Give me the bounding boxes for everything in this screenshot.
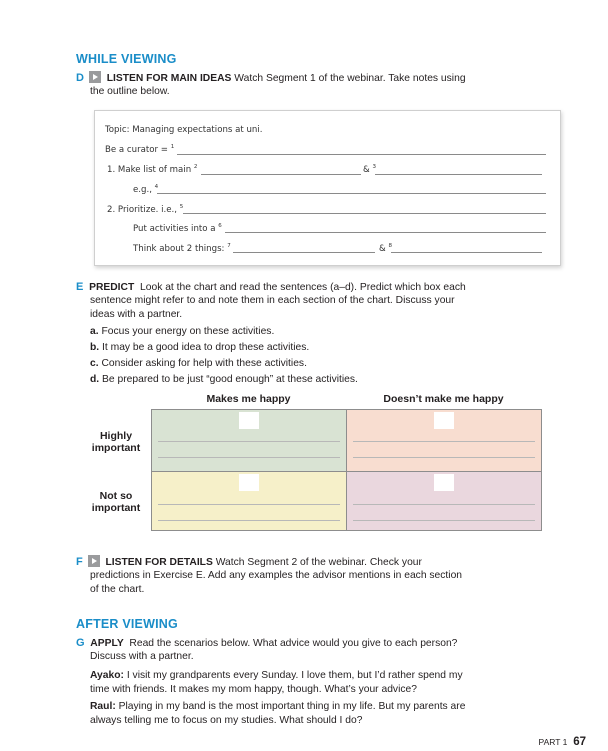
exercise-e-label: PREDICT bbox=[89, 282, 135, 293]
blank-4[interactable] bbox=[157, 193, 546, 194]
exercise-e-line3: ideas with a partner. bbox=[90, 309, 183, 320]
notes-topic: Topic: Managing expectations at uni. bbox=[105, 125, 263, 135]
chart-row-highly-important: Highly important bbox=[91, 430, 141, 454]
notes-curator: Be a curator = $^1$ bbox=[105, 144, 175, 155]
chart-cell-bottom-right[interactable] bbox=[346, 471, 542, 531]
raul-line1: Raul: Playing in my band is the most important thing in my life. But my parents are bbox=[90, 701, 466, 712]
exercise-f-line2: predictions in Exercise E. Add any examples the advisor mentions in each section bbox=[90, 570, 463, 581]
blank-8[interactable] bbox=[391, 252, 542, 253]
play-icon bbox=[89, 71, 101, 83]
sentence-a: a. Focus your energy on these activities. bbox=[90, 326, 275, 337]
chart-cell-bottom-left[interactable] bbox=[151, 471, 347, 531]
chart-col-makes-happy: Makes me happy bbox=[206, 393, 291, 405]
page-number: 67 bbox=[573, 736, 586, 748]
exercise-d-line1: Watch Segment 1 of the webinar. Take notes using bbox=[234, 73, 466, 84]
exercise-e-letter: E bbox=[76, 281, 84, 293]
chart-cell-top-left[interactable] bbox=[151, 409, 347, 472]
exercise-g-line2: Discuss with a partner. bbox=[90, 651, 194, 662]
answer-box[interactable] bbox=[239, 412, 259, 429]
notes-item-1: 1. Make list of main $^2$ bbox=[107, 164, 198, 175]
exercise-g-line1: Read the scenarios below. What advice would you give to each person? bbox=[129, 638, 458, 649]
sentence-c: c. Consider asking for help with these activities. bbox=[90, 358, 307, 369]
raul-line2: always telling me to focus on my studies. What should I do? bbox=[90, 715, 363, 726]
exercise-e-line2: sentence might refer to and note them in each section of the chart. Discuss your bbox=[90, 295, 455, 306]
exercise-d-line2: the outline below. bbox=[90, 86, 170, 97]
blank-3[interactable] bbox=[375, 174, 542, 175]
blank-7[interactable] bbox=[233, 252, 375, 253]
play-icon bbox=[88, 555, 100, 567]
notes-item-2: 2. Prioritize. i.e., $^5$ bbox=[107, 204, 184, 215]
notes-eg: e.g., $^4$ bbox=[133, 184, 159, 195]
exercise-g-letter: G bbox=[76, 637, 85, 649]
chart-cell-top-right[interactable] bbox=[346, 409, 542, 472]
exercise-g bbox=[76, 636, 556, 651]
blank-2[interactable] bbox=[201, 174, 361, 175]
exercise-d-label: LISTEN FOR MAIN IDEAS bbox=[106, 73, 232, 84]
answer-box[interactable] bbox=[434, 474, 454, 491]
notes-think-amp: & $^8$ bbox=[379, 243, 392, 254]
exercise-d bbox=[76, 71, 546, 86]
exercise-e-line1: Look at the chart and read the sentences (a–d). Predict which box each bbox=[140, 282, 466, 293]
notes-item-1-amp: & $^3$ bbox=[363, 164, 376, 175]
blank-6[interactable] bbox=[225, 232, 546, 233]
after-viewing-heading: AFTER VIEWING bbox=[76, 617, 178, 631]
notes-put: Put activities into a $^6$ bbox=[133, 223, 222, 234]
exercise-f bbox=[76, 555, 556, 570]
exercise-g-label: APPLY bbox=[90, 638, 124, 649]
answer-box[interactable] bbox=[239, 474, 259, 491]
footer-part: PART 1 bbox=[538, 737, 568, 747]
exercise-f-line1: Watch Segment 2 of the webinar. Check your bbox=[215, 557, 422, 568]
ayako-line1: Ayako: I visit my grandparents every Sunday. I love them, but I’d rather spend my bbox=[90, 670, 463, 681]
sentence-d: d. Be prepared to be just “good enough” at these activities. bbox=[90, 374, 358, 385]
answer-box[interactable] bbox=[434, 412, 454, 429]
chart-col-not-happy: Doesn’t make me happy bbox=[383, 393, 504, 405]
exercise-e bbox=[76, 280, 556, 295]
exercise-d-letter: D bbox=[76, 72, 84, 84]
while-viewing-heading: WHILE VIEWING bbox=[76, 52, 177, 66]
notes-think: Think about 2 things: $^7$ bbox=[133, 243, 231, 254]
exercise-f-line3: of the chart. bbox=[90, 584, 145, 595]
exercise-f-letter: F bbox=[76, 556, 83, 568]
chart-row-not-so-important: Not so important bbox=[91, 490, 141, 514]
sentence-b: b. It may be a good idea to drop these activities. bbox=[90, 342, 310, 353]
ayako-line2: time with friends. It makes my mom happy, though. What’s your advice? bbox=[90, 684, 417, 695]
exercise-f-label: LISTEN FOR DETAILS bbox=[105, 557, 213, 568]
notes-outline-box bbox=[94, 110, 561, 266]
page-footer bbox=[539, 736, 586, 748]
blank-5[interactable] bbox=[183, 213, 546, 214]
blank-1[interactable] bbox=[177, 154, 546, 155]
